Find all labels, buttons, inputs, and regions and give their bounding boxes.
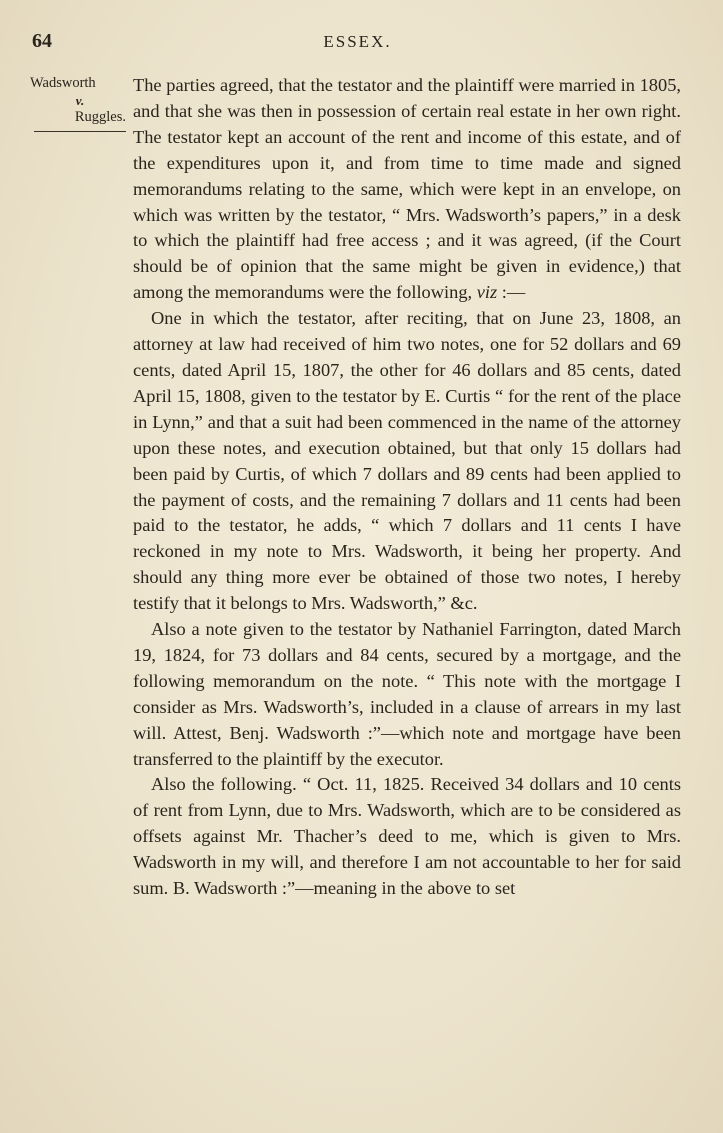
paragraph-4: Also the following. “ Oct. 11, 1825. Received 34 dollars and 10 cents of rent from Lynn, due to Mrs. Wadsworth, which are to be considered as offsets against Mr. Thacher’s deed to me, which is given to Mrs. Wadsworth in my will, and therefore I am not accountable to her for said sum. B. Wadsworth :”—meaning in the above to set [133, 774, 681, 899]
paragraph-1-text: The parties agreed, that the testator and the plaintiff were married in 1805, and that she was then in possession of certain real estate in her own right. The testator kept an account of the rent and income of this estate, and of the expenditures upon it, and from time to time made and signed memorandums relating to the same, which were kept in an envelope, on which was written by the testator, “ Mrs. Wadsworth’s papers,” in a desk to which the plaintiff had free access ; and it was agreed, (if the Court should be of opinion that the same might be given in evidence,) that among the memorandums were the following, [133, 75, 681, 303]
body-text [133, 73, 681, 902]
marginal-plaintiff: Wadsworth [30, 75, 96, 91]
paragraph-3: Also a note given to the testator by Nathaniel Farrington, dated March 19, 1824, for 73 dollars and 84 cents, secured by a mortgage, and the following memorandum on the note. “ This note with the mortgage I consider as Mrs. Wadsworth’s, included in a clause of arrears in my last will. Attest, Benj. Wadsworth :”—which note and mortgage have been transferred to the plaintiff by the executor. [133, 619, 681, 769]
paragraph-1-viz: viz [476, 282, 498, 303]
marginal-versus: v. [75, 93, 85, 108]
marginal-rule [34, 131, 126, 132]
paragraph-1 [133, 73, 681, 306]
page-number: 64 [32, 30, 52, 52]
paragraph-2: One in which the testator, after reciting, that on June 23, 1808, an attorney at law had received of him two notes, one for 52 dollars and 69 cents, dated April 15, 1807, the other for 46 dollars and 85 cents, dated April 15, 1808, given to the testator by E. Curtis “ for the rent of the place in Lynn,” and that a suit had been commenced in the name of the attorney upon these notes, and execution obtained, but that only 15 dollars had been paid by Curtis, of which 7 dollars and 89 cents had been applied to the payment of costs, and the remaining 7 dollars and 11 cents had been paid to the testator, he adds, “ which 7 dollars and 11 cents I have reckoned in my note to Mrs. Wadsworth, it being her property. And should any thing more ever be obtained of those two notes, I hereby testify that it belongs to Mrs. Wadsworth,” &c. [133, 308, 681, 614]
marginal-case-name [30, 75, 130, 126]
paragraph-1-tail: :— [497, 282, 526, 303]
marginal-defendant: Ruggles. [74, 109, 126, 125]
running-head: ESSEX. [323, 32, 392, 51]
page-header [32, 30, 683, 58]
